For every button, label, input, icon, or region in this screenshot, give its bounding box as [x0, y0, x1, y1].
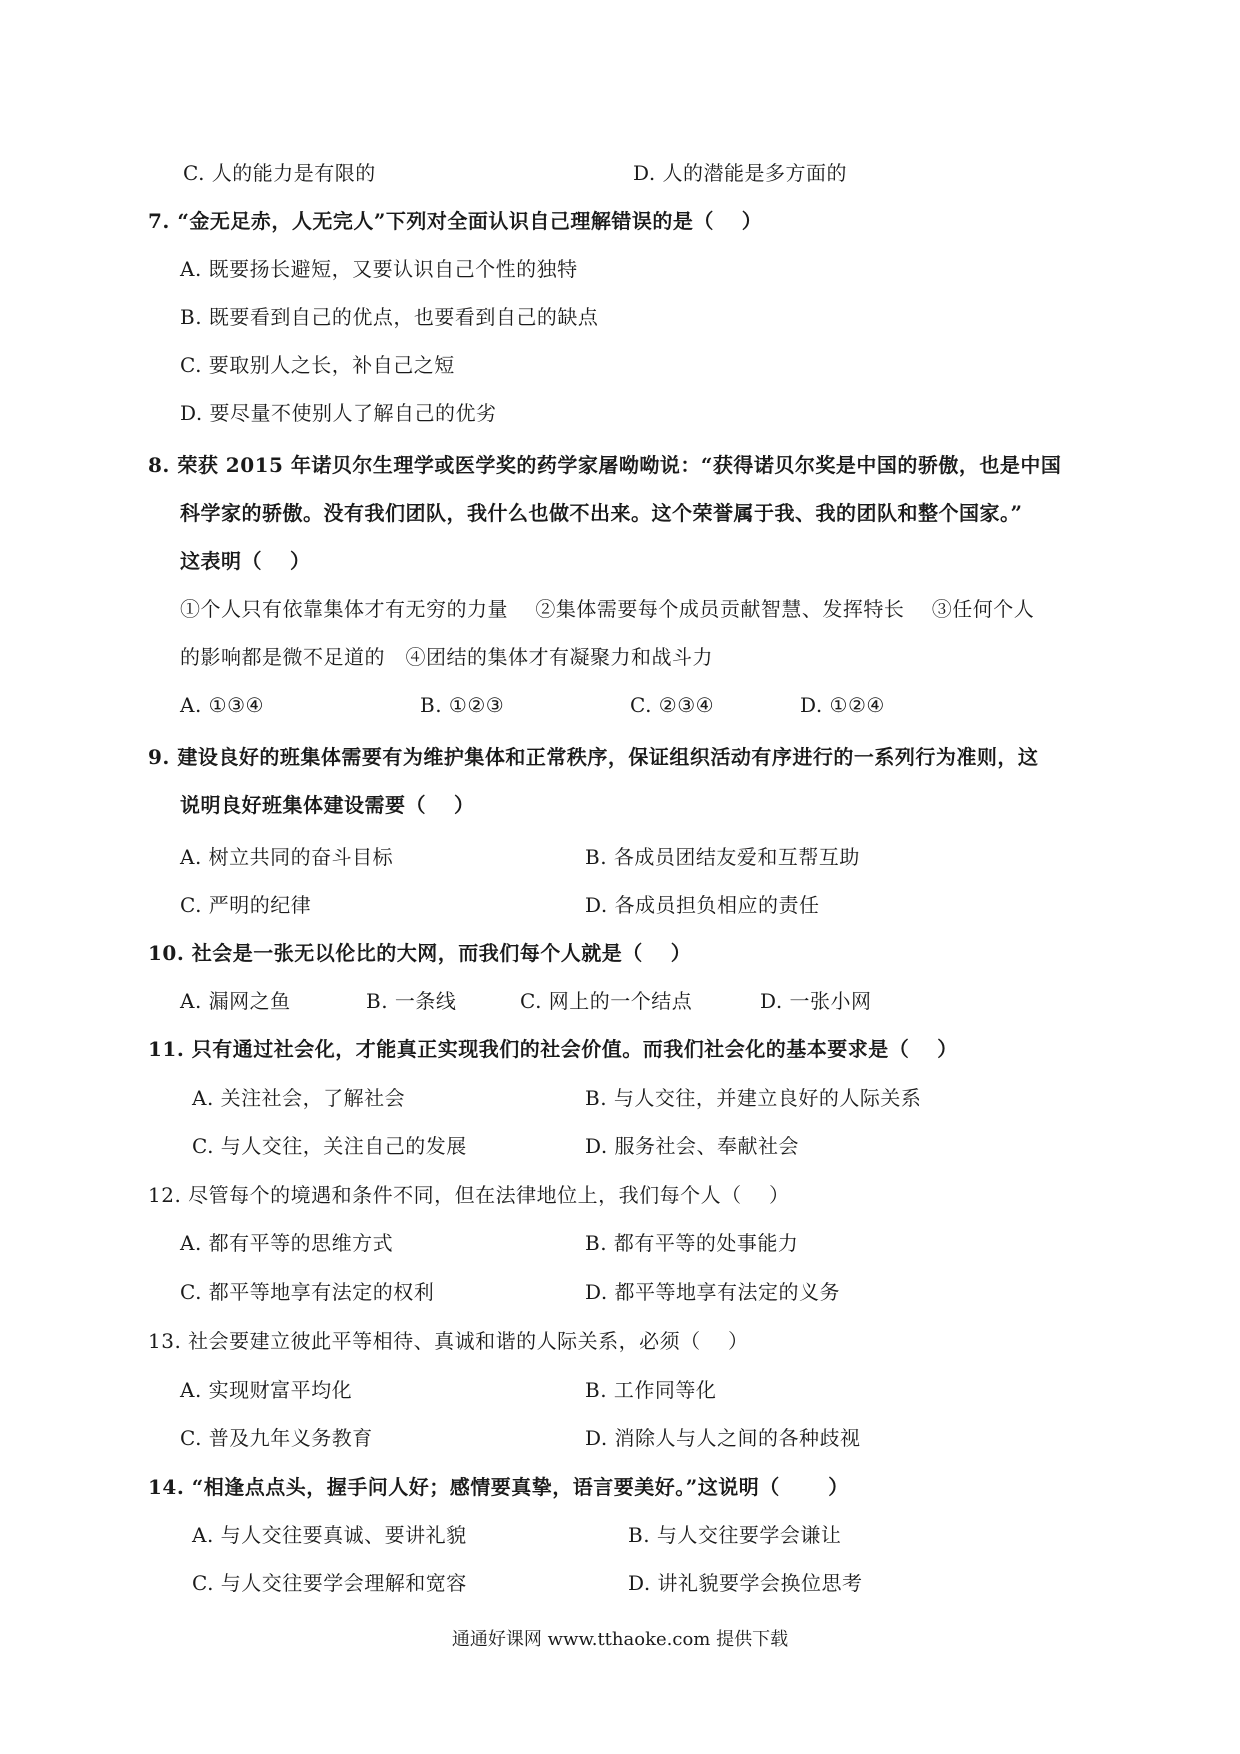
q8-items-line1: ①个人只有依靠集体才有无穷的力量 ②集体需要每个成员贡献智慧、发挥特长 ③任何个人 [180, 597, 1035, 621]
q11-option-d: D. 服务社会、奉献社会 [585, 1134, 800, 1158]
q8-option-a: A. ①③④ [180, 693, 264, 717]
q8-stem-line3: 这表明（ ） [180, 549, 311, 573]
q8-stem-line1: 8. 荣获 2015 年诺贝尔生理学或医学奖的药学家屠呦呦说：“获得诺贝尔奖是中国的骄傲，也是中国 [148, 453, 1062, 477]
q13-option-c: C. 普及九年义务教育 [180, 1426, 373, 1450]
q7-stem: 7. “金无足赤，人无完人”下列对全面认识自己理解错误的是（ ） [148, 209, 763, 233]
q12-option-d: D. 都平等地享有法定的义务 [585, 1280, 841, 1304]
q8-option-d: D. ①②④ [800, 693, 885, 717]
q11-option-c: C. 与人交往，关注自己的发展 [192, 1134, 467, 1158]
q14-option-b: B. 与人交往要学会谦让 [628, 1523, 842, 1547]
q14-option-a: A. 与人交往要真诚、要讲礼貌 [192, 1523, 467, 1547]
footer-source: 通通好课网 www.tthaoke.com 提供下载 [451, 1629, 789, 1650]
q7-option-a: A. 既要扬长避短，又要认识自己个性的独特 [180, 257, 578, 281]
q9-stem-line2: 说明良好班集体建设需要（ ） [180, 793, 475, 817]
q12-option-a: A. 都有平等的思维方式 [180, 1231, 394, 1255]
q10-option-a: A. 漏网之鱼 [180, 989, 291, 1013]
q14-option-d: D. 讲礼貌要学会换位思考 [628, 1571, 863, 1595]
q11-stem: 11. 只有通过社会化，才能真正实现我们的社会价值。而我们社会化的基本要求是（ ） [148, 1037, 958, 1061]
q12-option-c: C. 都平等地享有法定的权利 [180, 1280, 435, 1304]
q12-stem: 12. 尽管每个的境遇和条件不同，但在法律地位上，我们每个人（ ） [148, 1183, 790, 1207]
q13-option-d: D. 消除人与人之间的各种歧视 [585, 1426, 861, 1450]
q13-option-b: B. 工作同等化 [585, 1378, 717, 1402]
q9-stem-line1: 9. 建设良好的班集体需要有为维护集体和正常秩序，保证组织活动有序进行的一系列行为准则，这 [148, 745, 1039, 769]
q13-option-a: A. 实现财富平均化 [180, 1378, 353, 1402]
q9-option-b: B. 各成员团结友爱和互帮互助 [585, 845, 860, 869]
q7-option-b: B. 既要看到自己的优点，也要看到自己的缺点 [180, 305, 599, 329]
q8-option-c: C. ②③④ [630, 693, 715, 717]
q8-stem-line2: 科学家的骄傲。没有我们团队，我什么也做不出来。这个荣誉属于我、我的团队和整个国家。” [180, 501, 1023, 525]
q14-stem: 14. “相逢点点头，握手问人好；感情要真挚，语言要美好。”这说明（ ） [148, 1475, 849, 1499]
q7-option-d: D. 要尽量不使别人了解自己的优劣 [180, 401, 497, 425]
q10-stem: 10. 社会是一张无以伦比的大网，而我们每个人就是（ ） [148, 941, 692, 965]
q6-option-c: C. 人的能力是有限的 [183, 161, 376, 185]
q9-option-c: C. 严明的纪律 [180, 893, 312, 917]
q10-option-c: C. 网上的一个结点 [520, 989, 693, 1013]
q11-option-a: A. 关注社会，了解社会 [192, 1086, 406, 1110]
q14-option-c: C. 与人交往要学会理解和宽容 [192, 1571, 467, 1595]
q8-items-line2: 的影响都是微不足道的 ④团结的集体才有凝聚力和战斗力 [180, 645, 713, 669]
q9-option-a: A. 树立共同的奋斗目标 [180, 845, 394, 869]
q9-option-d: D. 各成员担负相应的责任 [585, 893, 820, 917]
q11-option-b: B. 与人交往，并建立良好的人际关系 [585, 1086, 922, 1110]
q10-option-d: D. 一张小网 [760, 989, 872, 1013]
q10-option-b: B. 一条线 [366, 989, 457, 1013]
q13-stem: 13. 社会要建立彼此平等相待、真诚和谐的人际关系，必须（ ） [148, 1329, 749, 1353]
q7-option-c: C. 要取别人之长，补自己之短 [180, 353, 455, 377]
q12-option-b: B. 都有平等的处事能力 [585, 1231, 799, 1255]
q6-option-d: D. 人的潜能是多方面的 [633, 161, 848, 185]
q8-option-b: B. ①②③ [420, 693, 505, 717]
